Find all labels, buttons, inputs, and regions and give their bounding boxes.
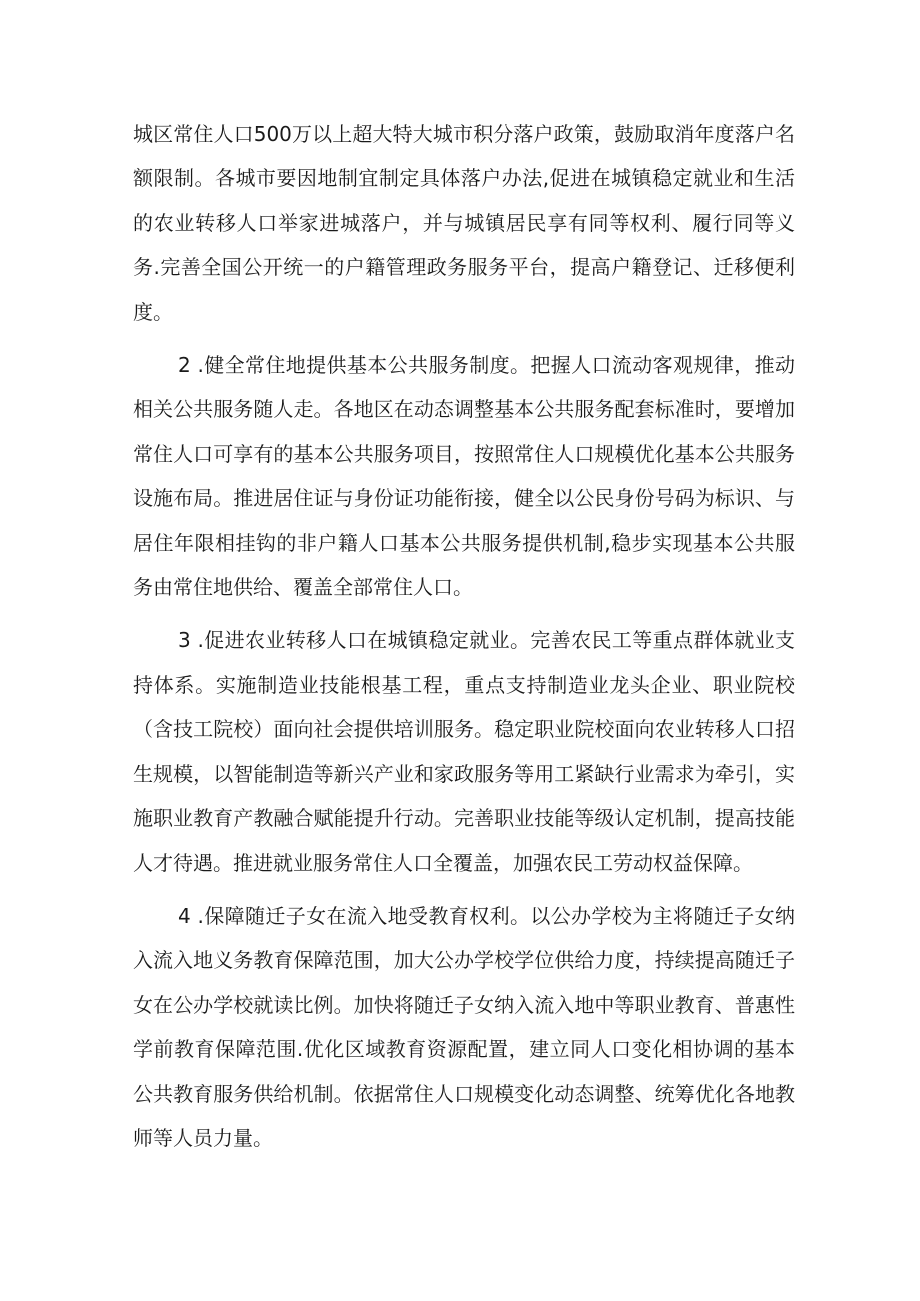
paragraph-item-2: 2 .健全常住地提供基本公共服务制度。把握人口流动客观规律，推动相关公共服务随人走。各地区在动态调整基本公共服务配套标准时，要增加常住人口可享有的基本公共服务项目，按照常住人口规模优化基本公共服务设施布局。推进居住证与身份证功能衔接，健全以公民身份号码为标识、与居住年限相挂钩的非户籍人口基本公共服务提供机制,稳步实现基本公共服务由常住地供给、覆盖全部常住人口。	[133, 353, 795, 600]
paragraph-continuation: 城区常住人口500万以上超大特大城市积分落户政策，鼓励取消年度落户名额限制。各城市要因地制宜制定具体落户办法,促进在城镇稳定就业和生活的农业转移人口举家进城落户，并与城镇居民享有同等权利、履行同等义务.完善全国公开统一的户籍管理政务服务平台，提高户籍登记、迁移便利度。	[133, 122, 795, 324]
document-body	[133, 112, 795, 1160]
paragraph-item-4: 4 .保障随迁子女在流入地受教育权利。以公办学校为主将随迁子女纳入流入地义务教育保障范围，加大公办学校学位供给力度，持续提高随迁子女在公办学校就读比例。加快将随迁子女纳入流入地中等职业教育、普惠性学前教育保障范围.优化区域教育资源配置，建立同人口变化相协调的基本公共教育服务供给机制。依据常住人口规模变化动态调整、统筹优化各地教师等人员力量。	[133, 903, 795, 1150]
paragraph-item-3: 3 .促进农业转移人口在城镇稳定就业。完善农民工等重点群体就业支持体系。实施制造业技能根基工程，重点支持制造业龙头企业、职业院校（含技工院校）面向社会提供培训服务。稳定职业院校面向农业转移人口招生规模，以智能制造等新兴产业和家政服务等用工紧缺行业需求为牵引，实施职业教育产教融合赋能提升行动。完善职业技能等级认定机制，提高技能人才待遇。推进就业服务常住人口全覆盖，加强农民工劳动权益保障。	[133, 628, 795, 875]
